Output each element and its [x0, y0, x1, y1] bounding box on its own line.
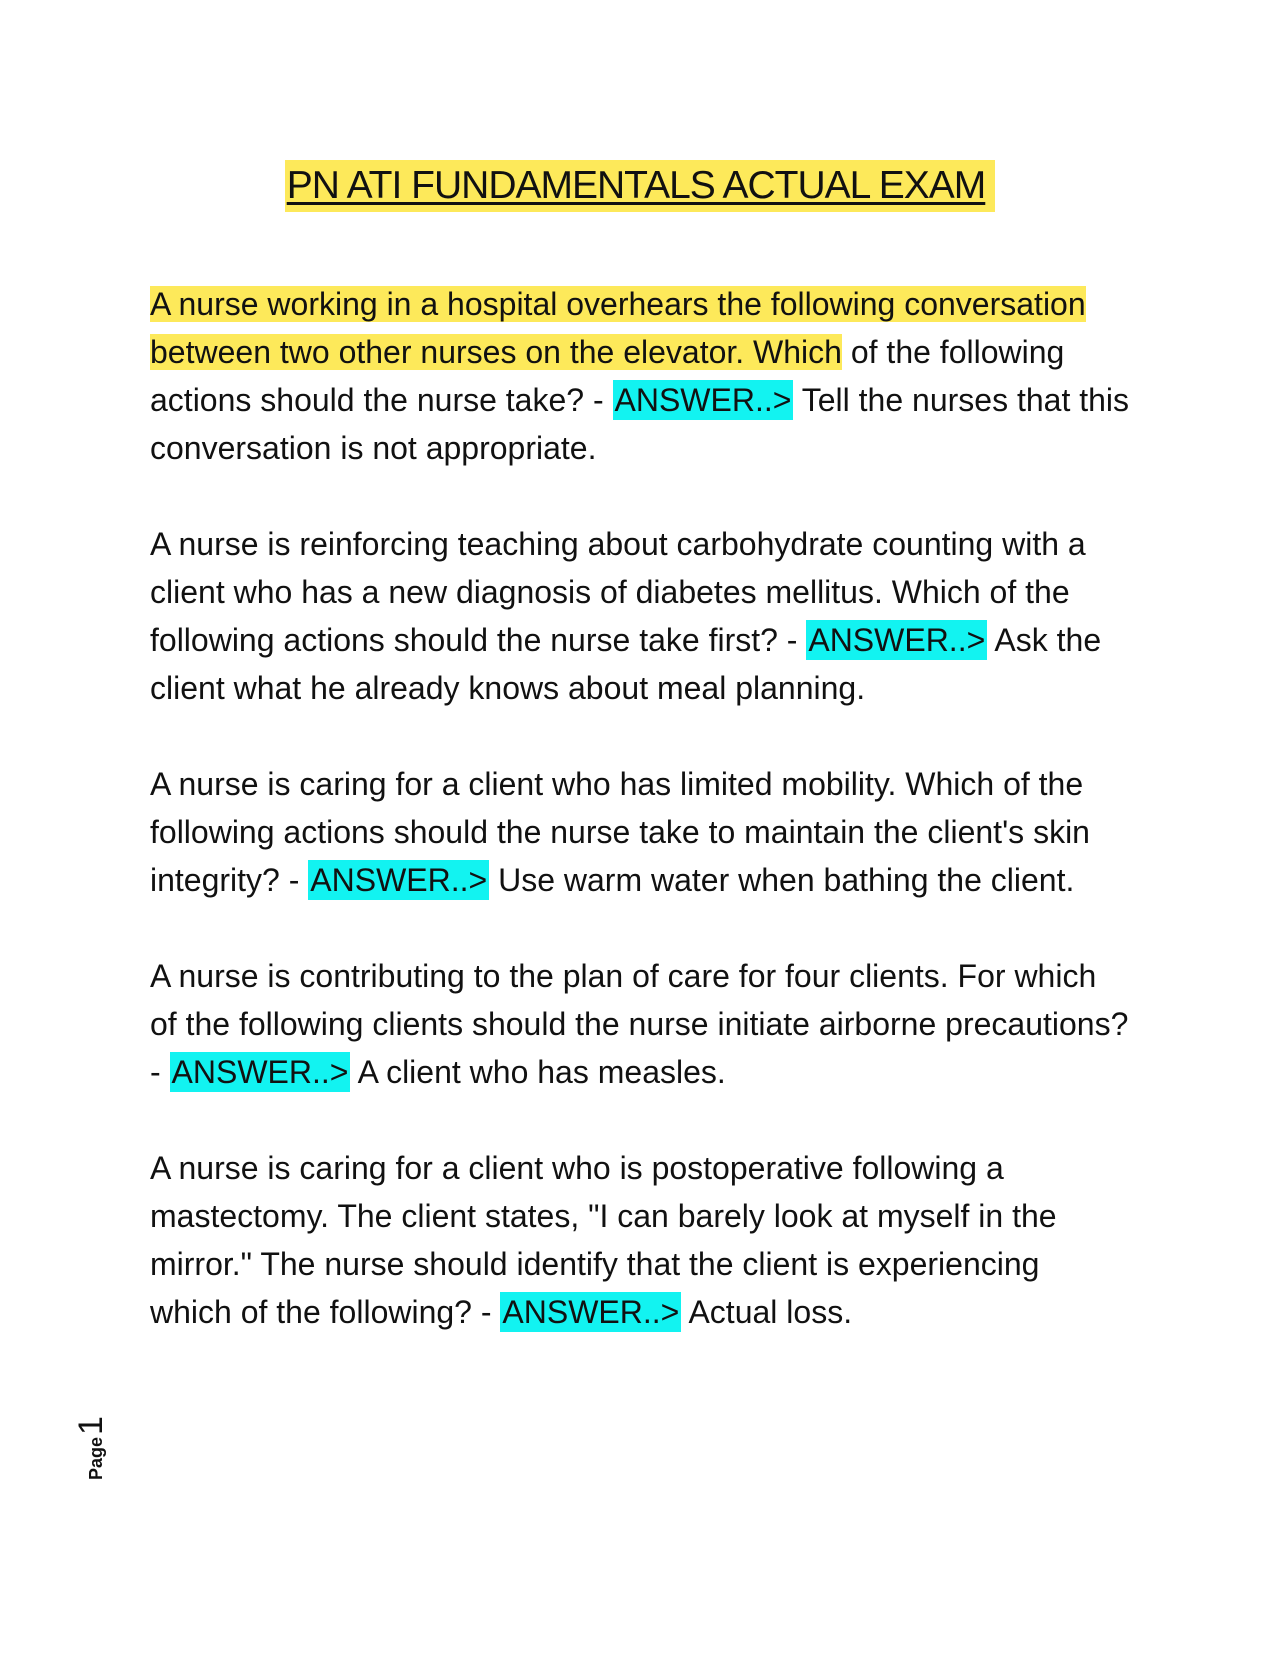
answer-1-text: Tell the nurses that this conversation is not appropriate.	[150, 382, 1130, 466]
question-item-3	[150, 760, 1130, 904]
question-1-highlighted-text: A nurse working in a hospital overhears the following conversation between two other nurses on the elevator. Which	[150, 286, 1086, 370]
question-item-1	[150, 280, 1130, 472]
page-number: 1	[72, 1416, 110, 1435]
answer-1-label: ANSWER..>	[614, 382, 792, 418]
answer-4-label: ANSWER..>	[171, 1054, 349, 1090]
page-number-marker	[72, 1400, 112, 1480]
question-1-text: of the following actions should the nurse take? -	[150, 334, 1065, 418]
answer-5-label: ANSWER..>	[502, 1294, 680, 1330]
question-2-text: A nurse is reinforcing teaching about carbohydrate counting with a client who has a new diagnosis of diabetes mellitus. Which of the following actions should the nurse take first? -	[150, 526, 1086, 658]
title-container	[0, 160, 1280, 212]
answer-3-text: Use warm water when bathing the client.	[489, 862, 1075, 898]
question-item-2	[150, 520, 1130, 712]
document-title: PN ATI FUNDAMENTALS ACTUAL EXAM	[285, 160, 996, 212]
page-label: Page	[86, 1436, 106, 1480]
answer-2-text: Ask the client what he already knows about meal planning.	[150, 622, 1102, 706]
question-5-text: A nurse is caring for a client who is postoperative following a mastectomy. The client states, "I can barely look at myself in the mirror." The nurse should identify that the client is experiencing which of the following? -	[150, 1150, 1057, 1330]
answer-3-label: ANSWER..>	[310, 862, 488, 898]
answer-4-text: A client who has measles.	[350, 1054, 726, 1090]
answer-5-text: Actual loss.	[681, 1294, 853, 1330]
question-item-5	[150, 1144, 1130, 1336]
question-list	[150, 280, 1130, 1336]
question-3-text: A nurse is caring for a client who has limited mobility. Which of the following actions should the nurse take to maintain the client's skin integrity? -	[150, 766, 1090, 898]
answer-2-label: ANSWER..>	[808, 622, 986, 658]
question-item-4	[150, 952, 1130, 1096]
question-4-text: A nurse is contributing to the plan of care for four clients. For which of the following clients should the nurse initiate airborne precautions? -	[150, 958, 1129, 1090]
